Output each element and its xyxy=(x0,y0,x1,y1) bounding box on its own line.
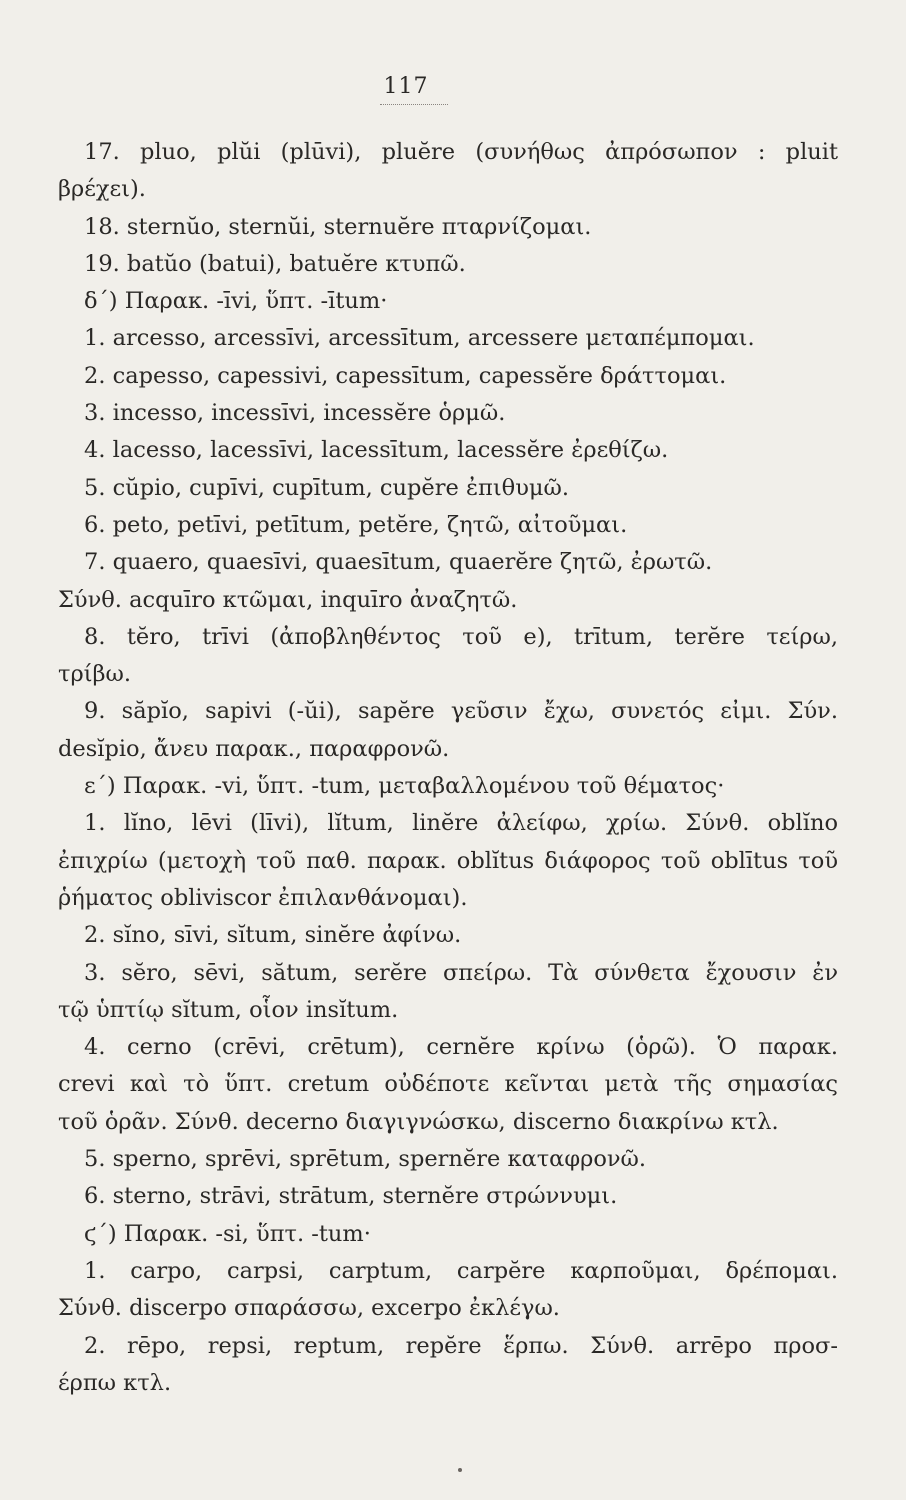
text-line: 8. tĕro, trīvi (ἀποβληθέντος τοῦ e), trītum, terĕre τείρω, xyxy=(84,623,838,650)
text-line: τοῦ ὁρᾶν. Σύνθ. decerno διαγιγνώσκω, discerno διακρίνω κτλ. xyxy=(58,1108,779,1135)
text-line: 2. capesso, capessivi, capessītum, capessĕre δράττομαι. xyxy=(84,362,727,389)
text-line: 6. peto, petīvi, petītum, petĕre, ζητῶ, αἰτοῦμαι. xyxy=(84,511,628,538)
text-line: 3. sĕro, sēvi, sătum, serĕre σπείρω. Τὰ σύνθετα ἔχουσιν ἐν xyxy=(84,959,838,986)
text-line: 17. pluo, plŭi (plūvi), pluĕre (συνήθως ἀπρόσωπον : pluit xyxy=(84,139,838,165)
text-line: 5. sperno, sprēvi, sprētum, spernĕre καταφρονῶ. xyxy=(84,1146,647,1173)
text-line: 6. sterno, strāvi, strātum, sternĕre στρώννυμι. xyxy=(84,1183,618,1210)
text-line: crevi καὶ τὸ ὕπτ. cretum οὐδέποτε κεῖνται μετὰ τῆς σημασίας xyxy=(58,1071,838,1098)
text-line: 1. arcesso, arcessīvi, arcessītum, arcessere μεταπέμπομαι. xyxy=(84,325,755,352)
text-line: 1. carpo, carpsi, carptum, carpĕre καρποῦμαι, δρέπομαι. xyxy=(84,1257,838,1284)
text-line: Σύνθ. acquīro κτῶμαι, inquīro ἀναζητῶ. xyxy=(58,586,518,613)
text-line: 2. sĭno, sīvi, sĭtum, sinĕre ἀφίνω. xyxy=(84,922,462,949)
text-line: 4. cerno (crēvi, crētum), cernĕre κρίνω (ὁρῶ). Ὁ παρακ. xyxy=(84,1034,838,1061)
text-line: 19. batŭo (batui), batuĕre κτυπῶ. xyxy=(84,250,466,277)
page-number: 117 xyxy=(383,74,429,99)
text-line: 7. quaero, quaesīvi, quaesītum, quaerĕre ζητῶ, ἐρωτῶ. xyxy=(84,549,713,576)
text-body xyxy=(58,134,838,1402)
text-line: 3. incesso, incessīvi, incessĕre ὁρμῶ. xyxy=(84,400,506,427)
text-line: desĭpio, ἄνευ παρακ., παραφρονῶ. xyxy=(58,735,450,762)
text-line: 1. lĭno, lēvi (līvi), lĭtum, linĕre ἀλείφω, χρίω. Σύνθ. oblĭno xyxy=(84,810,838,837)
text-line: ῥήματος obliviscor ἐπιλανθάνομαι). xyxy=(58,884,468,911)
text-line: ἐπιχρίω (μετοχὴ τοῦ παθ. παρακ. oblĭtus διάφορος τοῦ oblītus τοῦ xyxy=(58,847,838,874)
header-rule xyxy=(380,104,448,105)
text-line: 9. săpĭo, sapivi (-ŭi), sapĕre γεῦσιν ἔχω, συνετός εἰμι. Σύν. xyxy=(84,698,838,725)
section-heading: ε΄) Παρακ. -vi, ὕπτ. -tum, μεταβαλλομένου τοῦ θέματος· xyxy=(84,773,725,800)
print-speck xyxy=(458,1468,462,1472)
text-line: 2. rēpo, repsi, reptum, repĕre ἕρπω. Σύνθ. arrēpo προσ- xyxy=(84,1332,838,1359)
text-line: βρέχει). xyxy=(58,176,146,203)
text-line: έρπω κτλ. xyxy=(58,1369,172,1396)
text-line: 18. sternŭo, sternŭi, sternuĕre πταρνίζομαι. xyxy=(84,213,592,240)
text-line: Σύνθ. discerpo σπαράσσω, excerpo ἐκλέγω. xyxy=(58,1295,560,1322)
section-heading: ϛ΄) Παρακ. -si, ὕπτ. -tum· xyxy=(84,1220,371,1247)
text-line: τῷ ὑπτίῳ sĭtum, οἷον insĭtum. xyxy=(58,996,399,1023)
text-line: 4. lacesso, lacessīvi, lacessītum, lacessĕre ἐρεθίζω. xyxy=(84,437,669,464)
section-heading: δ΄) Παρακ. -īvi, ὕπτ. -ītum· xyxy=(84,288,388,315)
text-line: 5. cŭpio, cupīvi, cupītum, cupĕre ἐπιθυμῶ. xyxy=(84,474,569,501)
text-line: τρίβω. xyxy=(58,661,132,688)
